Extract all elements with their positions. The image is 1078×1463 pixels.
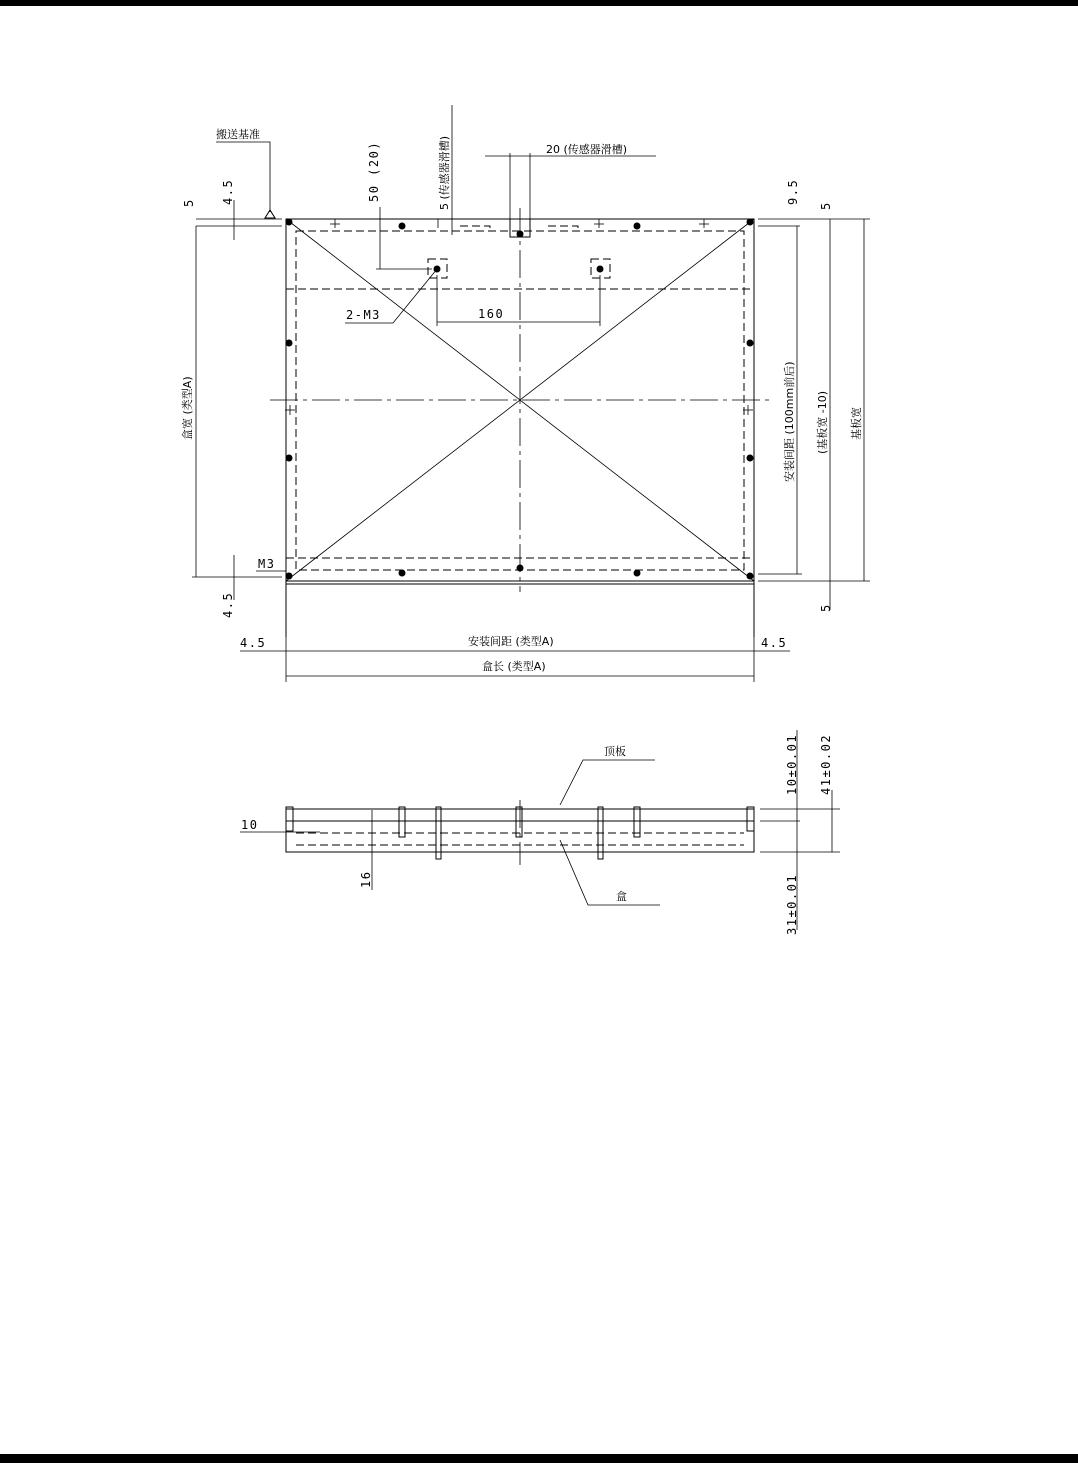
dim-10-tol: 10±0.01	[785, 733, 799, 795]
dim-160: 160	[478, 307, 505, 321]
dim-9-5: 9.5	[786, 178, 800, 205]
label-2-m3: 2-M3	[346, 308, 381, 322]
box-length-label: 盒长 (类型A)	[482, 660, 546, 673]
dim-20-sensor-slot: 20 (传感器滑槽)	[546, 143, 628, 156]
dim-4-5-bottom-left: 4.5	[221, 591, 235, 618]
dim-10-left: 10	[241, 818, 259, 832]
box-width-label: 盒宽 (类型A)	[181, 376, 194, 440]
dim-41-tol: 41±0.02	[819, 733, 833, 795]
plate-width-label: 基板宽	[850, 407, 863, 440]
dim-5-top-right: 5	[819, 201, 833, 210]
mount-pitch-vertical-label: 安装间距 (100mm前后)	[783, 361, 796, 482]
dim-5-bottom-right: 5	[819, 603, 833, 612]
box-label: 盒	[616, 890, 627, 903]
top-view	[180, 105, 870, 682]
transport-reference-label: 搬送基准	[216, 128, 260, 141]
top-plate-label: 顶板	[604, 745, 626, 758]
dim-4-5-top-left: 4.5	[221, 178, 235, 205]
dim-50-20: 50 (20)	[367, 140, 381, 202]
label-m3: M3	[258, 557, 276, 571]
side-view	[240, 730, 840, 935]
dim-16: 16	[359, 870, 373, 888]
plate-width-minus-10-label: (基板宽 -10)	[816, 390, 829, 454]
dim-4-5-left: 4.5	[240, 636, 267, 650]
dim-4-5-right: 4.5	[761, 636, 788, 650]
mount-pitch-type-a-label: 安装间距 (类型A)	[468, 635, 554, 648]
dim-5-sensor-slot: 5 (传感器滑槽)	[438, 135, 451, 210]
dim-5-top-left: 5	[182, 198, 196, 207]
dim-31-tol: 31±0.01	[785, 873, 799, 935]
